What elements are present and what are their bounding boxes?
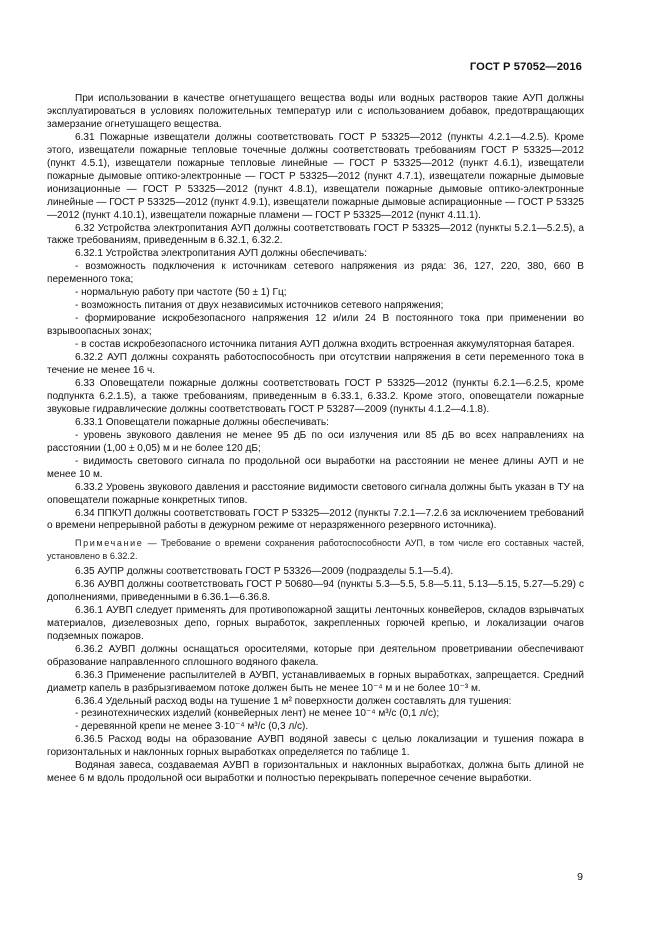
paragraph-6-33: 6.33 Оповещатели пожарные должны соответствовать ГОСТ Р 53325—2012 (пункты 6.2.1—6.2.5, кроме подпункта 6.2.1.5), а также требованиям, приведенным в 6.33.1, 6.33.2. Кроме этого, оповещатели пожарные звуковые гидравлические должны соответствовать ГОСТ Р 53287—2009 (пункты 4.1.2—4.1.8).	[47, 377, 584, 415]
standard-header: ГОСТ Р 57052—2016	[469, 61, 582, 73]
document-body	[47, 93, 584, 786]
list-item: - видимость светового сигнала по продольной оси выработки на расстоянии не менее длины АУП и не менее 10 м.	[47, 455, 584, 480]
list-item: - возможность подключения к источникам сетевого напряжения из ряда: 36, 127, 220, 380, 660 В переменного тока;	[47, 261, 584, 286]
paragraph-6-32: 6.32 Устройства электропитания АУП должны соответствовать ГОСТ Р 53325—2012 (пункты 5.2.1—5.2.5), а также требованиям, приведенным в 6.32.1, 6.32.2.	[47, 222, 584, 247]
list-item: - деревянной крепи не менее 3·10⁻⁴ м³/с (0,3 л/с).	[75, 721, 309, 733]
paragraph-6-36-4: 6.36.4 Удельный расход воды на тушение 1 м² поверхности должен составлять для тушения:	[75, 695, 512, 707]
list-item: - в состав искробезопасного источника питания АУП должна входить встроенная аккумуляторная батарея.	[75, 339, 575, 351]
paragraph-6-34: 6.34 ППКУП должны соответствовать ГОСТ Р 53325—2012 (пункты 7.2.1—7.2.6 за исключением требований о времени непрерывной работы в дежурном режиме от неразряженного резервного источника).	[47, 507, 584, 532]
paragraph-6-35: 6.35 АУПР должны соответствовать ГОСТ Р 53326—2009 (подразделы 5.1—5.4).	[75, 566, 454, 577]
paragraph-water-curtain: Водяная завеса, создаваемая АУВП в горизонтальных и наклонных выработках, должна быть длиной не менее 6 м вдоль продольной оси выработки и полностью перекрывать поперечное сечение выработки.	[47, 760, 584, 785]
paragraph-6-36-3: 6.36.3 Применение распылителей в АУВП, устанавливаемых в горных выработках, запрещается. Средний диаметр капель в разбрызгиваемом потоке должен быть не менее 10⁻⁴ м и не более 10⁻³ м.	[47, 669, 584, 694]
paragraph-6-36-2: 6.36.2 АУВП должны оснащаться оросителями, которые при деятельном проветривании обеспечивают образование направленного сплошного водяного факела.	[47, 643, 584, 668]
note-label: Примечание	[75, 538, 144, 549]
list-item: - резинотехнических изделий (конвейерных лент) не менее 10⁻⁴ м³/с (0,1 л/с);	[75, 708, 440, 720]
paragraph-6-31: 6.31 Пожарные извещатели должны соответствовать ГОСТ Р 53325—2012 (пункты 4.2.1—4.2.5). Кроме этого, извещатели пожарные тепловые точечные должны соответствовать требованиям ГОСТ Р 53325—2012 (пункт 4.5.1), извещатели пожарные тепловые линейные — ГОСТ Р 53325—2012 (пункт 4.6.1), извещатели пожарные дымовые оптико-электронные — ГОСТ Р 53325—2012 (пункт 4.7.1), извещатели пожарные дымовые ионизационные — ГОСТ Р 53325—2012 (пункт 4.8.1), извещатели пожарные дымовые оптико-электронные линейные — ГОСТ Р 53325—2012 (пункт 4.9.1), извещатели пожарные дымовые аспирационные — ГОСТ Р 53325—2012 (пункт 4.10.1), извещатели пожарные пламени — ГОСТ Р 53325—2012 (пункт 4.11.1).	[47, 131, 584, 221]
list-item: - нормальную работу при частоте (50 ± 1) Гц;	[75, 287, 287, 299]
paragraph-6-36-5: 6.36.5 Расход воды на образование АУВП водяной завесы с целью локализации и тушения пожара в горизонтальных и наклонных горных выработках определяется по таблице 1.	[47, 734, 584, 759]
paragraph-6-36: 6.36 АУВП должны соответствовать ГОСТ Р 50680—94 (пункты 5.3—5.5, 5.8—5.11, 5.13—5.15, 5.27—5.29) с дополнениями, приведенными в 6.36.1—6.36.8.	[47, 578, 584, 603]
paragraph-intro: При использовании в качестве огнетушащего вещества воды или водных растворов такие АУП должны эксплуатироваться в условиях положительных температур или с использованием добавок, предотвращающих замерзание огнетушащего вещества.	[47, 93, 584, 130]
list-item: - уровень звукового давления не менее 95 дБ по оси излучения или 85 дБ во всех направлениях на расстоянии (1,00 ± 0,05) м и не более 120 дБ;	[47, 429, 584, 454]
list-item: - возможность питания от двух независимых источников сетевого напряжения;	[75, 300, 444, 312]
paragraph-6-33-2: 6.33.2 Уровень звукового давления и расстояние видимости светового сигнала должны быть указан в ТУ на оповещатели пожарные конкретных типов.	[47, 481, 584, 506]
note-text: — Требование о времени сохранения работоспособности АУП, в том числе его составных частей, установлено в 6.32.2.	[47, 538, 584, 561]
paragraph-6-32-1: 6.32.1 Устройства электропитания АУП должны обеспечивать:	[75, 248, 367, 260]
list-item: - формирование искробезопасного напряжения 12 и/или 24 В постоянного тока при применении во взрывоопасных зонах;	[47, 313, 584, 338]
paragraph-6-33-1: 6.33.1 Оповещатели пожарные должны обеспечивать:	[75, 416, 329, 428]
paragraph-6-32-2: 6.32.2 АУП должны сохранять работоспособность при отсутствии напряжения в сети переменного тока в течение не менее 16 ч.	[47, 352, 584, 377]
paragraph-6-36-1: 6.36.1 АУВП следует применять для противопожарной защиты ленточных конвейеров, складов взрывчатых материалов, дизелевозных депо, горных выработок, закрепленных горючей крепью, и локализации очагов подземных пожаров.	[47, 604, 584, 642]
note	[47, 537, 584, 562]
page-number: 9	[577, 871, 583, 883]
